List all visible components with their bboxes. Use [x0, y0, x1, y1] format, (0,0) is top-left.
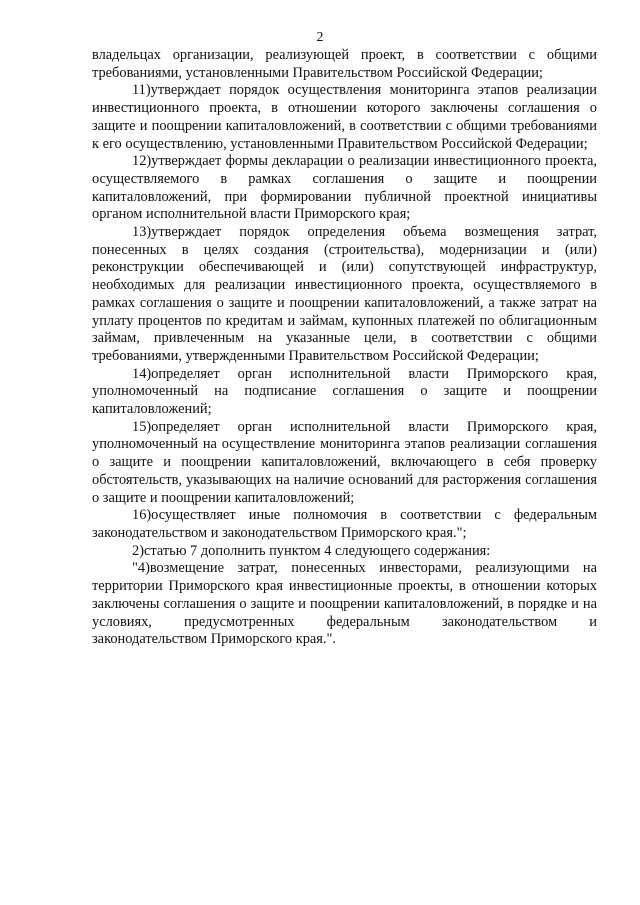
paragraph-item-11: 11)утверждает порядок осуществления мониторинга этапов реализации инвестиционного проекта, в отношении которого заключены соглашения о защите и поощрении капиталовложений, в соответствии с общими требованиями к его осуществлению, установленными Правительством Российской Федерации;	[92, 82, 597, 152]
document-body	[92, 47, 597, 649]
page-number: 2	[316, 30, 324, 45]
paragraph-quoted-item-4: "4)возмещение затрат, понесенных инвесторами, реализующими на территории Приморского края инвестиционные проекты, в отношении которых заключены соглашения о защите и поощрении капиталовложений, в порядке и на условиях, предусмотренных федеральным законодательством и законодательством Приморского края.".	[92, 560, 597, 648]
paragraph-item-13: 13)утверждает порядок определения объема возмещения затрат, понесенных в целях создания (строительства), модернизации и (или) реконструкции обеспечивающей и (или) сопутствующей инфраструктур, необходимых для реализации инвестиционного проекта, осуществляемого в рамках соглашения о защите и поощрении капиталовложений, а также затрат на уплату процентов по кредитам и займам, купонных платежей по облигационным займам, привлеченным на указанные цели, в соответствии с общими требованиями, утвержденными Правительством Российской Федерации;	[92, 224, 597, 364]
paragraph-item-14: 14)определяет орган исполнительной власти Приморского края, уполномоченный на подписание соглашения о защите и поощрении капиталовложений;	[92, 365, 597, 418]
paragraph-item-12: 12)утверждает формы декларации о реализации инвестиционного проекта, осуществляемого в рамках соглашения о защите и поощрении капиталовложений, при формировании публичной проектной инициативы органом исполнительной власти Приморского края;	[92, 153, 597, 223]
paragraph-amendment-2: 2)статью 7 дополнить пунктом 4 следующего содержания:	[132, 542, 491, 559]
paragraph-item-15: 15)определяет орган исполнительной власти Приморского края, уполномоченный на осуществление мониторинга этапов реализации соглашения о защите и поощрении капиталовложений, включающего в себя проверку обстоятельств, указывающих на наличие оснований для расторжения соглашения о защите и поощрении капиталовложений;	[92, 418, 597, 506]
paragraph-continuation: владельцах организации, реализующей проект, в соответствии с общими требованиями, установленными Правительством Российской Федерации;	[92, 47, 597, 81]
paragraph-item-16: 16)осуществляет иные полномочия в соответствии с федеральным законодательством и законодательством Приморского края.";	[92, 507, 597, 541]
